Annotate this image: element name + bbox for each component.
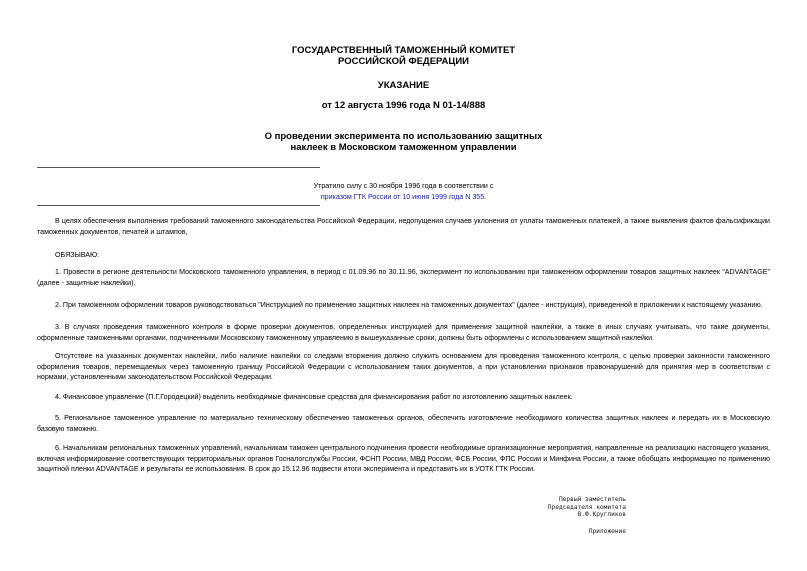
paragraph-3: 3. В случаях проведения таможенного контроля в форме проверки документов, определенных инструкцией для применения защитной наклейки, а также в иных случаях учитывать, что такие документы, оформленные таможенными органами, подчиненными Московскому таможенному управлению в вышеуказанные сроки, должны быть оформлены с использованием защитной наклейки. [37,323,770,342]
signature-block [500,496,626,519]
paragraph-6: 6. Начальникам региональных таможенных управлений, начальникам таможен центрального подчинения провести необходимые организационные мероприятия, направленные на реализацию настоящего указания, включая информирование соответствующих территориальных органов Госналогслужбы России, ФСНП России, МВД России, ФСБ России, ФПС России и Минфина России, а также обобщать информацию по применению защитной пленки ADVANTAGE и результаты ее использования. В срок до 15.12.96 подвести итоги эксперимента и представить их в УОТК ГТК России. [37,444,770,474]
repeal-note [0,181,807,203]
signature-position: Первый заместитель [558,496,626,503]
signature-position-2: Председателя комитета [547,503,626,511]
org-line-1: ГОСУДАРСТВЕННЫЙ ТАМОЖЕННЫЙ КОМИТЕТ [291,45,516,56]
paragraph-3b: Отсутствие на указанных документах наклейки, либо наличие наклейки со следами вторжения должно служить основанием для проведения таможенного контроля, с целью проверки законности таможенного оформления товаров, перемещаемых через таможенную границу Российской Федерации с использованием таких документов, а при установлении признаков правонарушений для принятия мер в соответствии с нормами, установленными законодательством Российской Федерации. [37,352,770,382]
doc-type: УКАЗАНИЕ [377,80,430,91]
repeal-link[interactable]: приказом ГТК России от 10 июня 1999 года N 355 [320,193,485,201]
paragraph-intro: В целях обеспечения выполнения требований таможенного законодательства Российской Федерации, недопущения случаев уклонения от уплаты таможенных платежей, а также выявления фактов фальсификации таможенных документов, печатей и штампов, [37,217,770,236]
doc-date: от 12 августа 1996 года N 01-14/888 [321,100,486,111]
repeal-line-1: Утратило силу с 30 ноября 1996 года в соответствии с [313,182,494,190]
repeal-line-2 [0,192,807,203]
paragraph-1: 1. Провести в регионе деятельности Московского таможенного управления, в период с 01.09.96 по 30.11.96, эксперимент по использованию при таможенном оформлении товаров защитных наклеек "ADVANTAGE" (далее - защитные наклейки). [37,268,770,287]
repeal-suffix: . [484,193,487,201]
paragraph-obligate: ОБЯЗЫВАЮ: [55,251,100,259]
paragraph-2: 2. При таможенном оформлении товаров руководствоваться "Инструкцией по применению защитных наклеек на таможенных документах" (далее - инструкция), приведенной в приложении к настоящему указанию. [55,301,763,309]
doc-title-line-2: наклеек в Московском таможенном управлении [290,142,517,153]
doc-title-line-1: О проведении эксперимента по использованию защитных [264,131,543,142]
paragraph-4: 4. Финансовое управление (П.Г.Городецкий) выделить необходимые финансовые средства для финансирования работ по изготовлению защитных наклеек. [55,393,573,401]
paragraph-5: 5. Региональное таможенное управление по материально техническому обеспечению таможенных органов, обеспечить изготовление необходимого количества защитных наклеек и передать их в Московскую базовую таможню. [37,414,770,433]
appendix-label: Приложение [588,528,626,535]
signature-name: В.Ф.Кругликов [577,511,626,519]
divider-bottom [37,205,320,206]
divider-top [37,167,320,168]
org-line-2: РОССИЙСКОЙ ФЕДЕРАЦИИ [337,56,469,67]
